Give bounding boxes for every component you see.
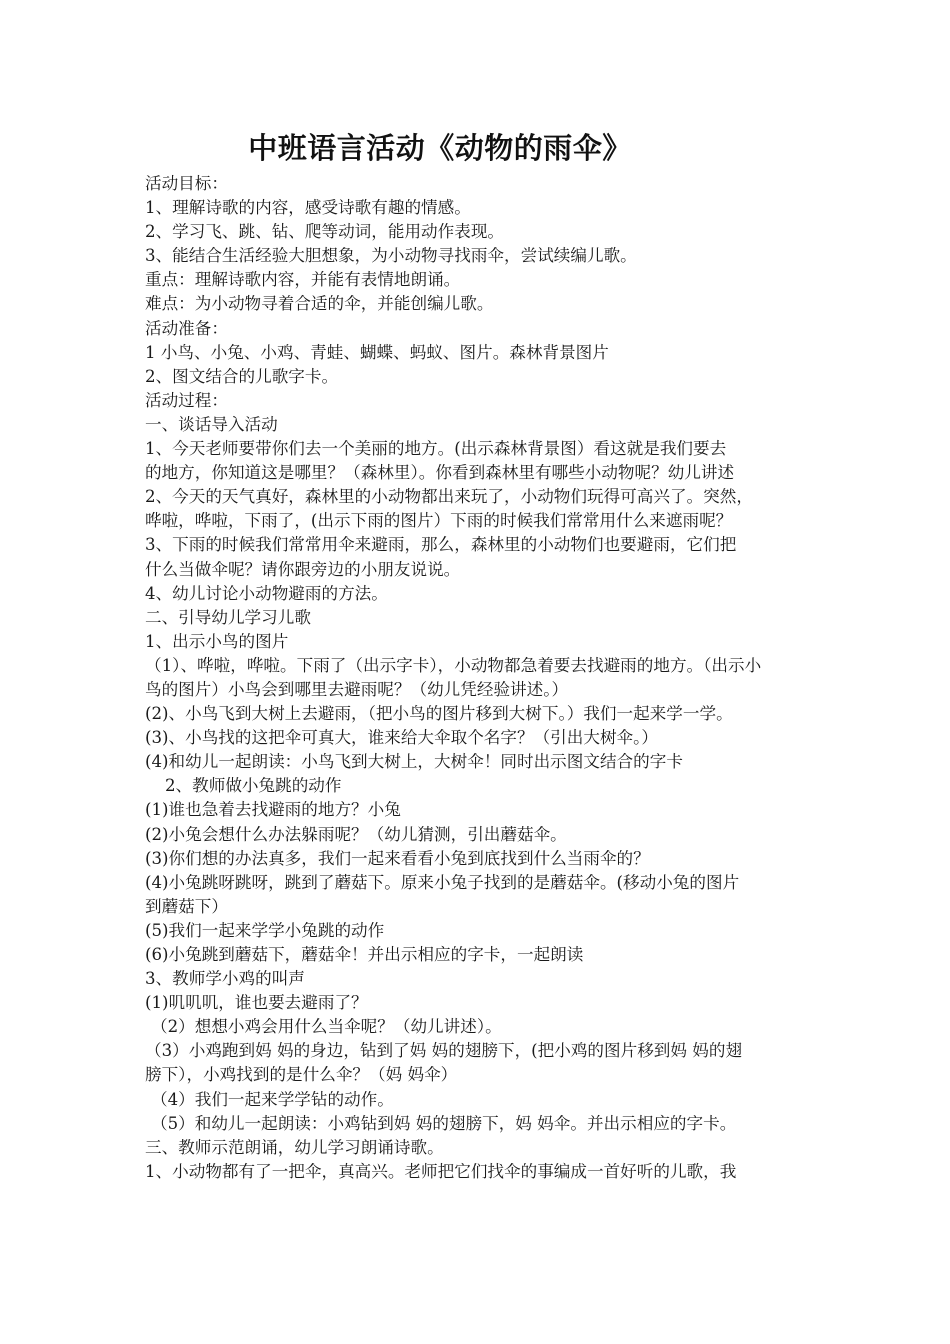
paragraph-line: 什么当做伞呢？请你跟旁边的小朋友说说。 bbox=[145, 559, 461, 579]
paragraph-line: （1）、哗啦，哗啦。下雨了（出示字卡），小动物都急着要去找避雨的地方。（出示小 bbox=[145, 655, 762, 675]
paragraph-line: (4)和幼儿一起朗读：小鸟飞到大树上，大树伞！同时出示图文结合的字卡 bbox=[145, 752, 683, 772]
paragraph-line: 的地方，你知道这是哪里？（森林里）。你看到森林里有哪些小动物呢？幼儿讲述 bbox=[145, 463, 735, 483]
paragraph-line: 活动目标： bbox=[145, 174, 228, 193]
paragraph-line: （5）和幼儿一起朗读：小鸡钻到妈 妈的翅膀下，妈 妈伞。并出示相应的字卡。 bbox=[151, 1113, 737, 1133]
paragraph-line: 1 小鸟、小兔、小鸡、青蛙、蝴蝶、蚂蚁、图片。森林背景图片 bbox=[145, 342, 609, 362]
paragraph-line: 1、出示小鸟的图片 bbox=[145, 631, 289, 651]
paragraph-line: 3、教师学小鸡的叫声 bbox=[145, 969, 305, 989]
paragraph-line: (3)你们想的办法真多，我们一起来看看小兔到底找到什么当雨伞的？ bbox=[145, 848, 650, 868]
paragraph-line: (2)、小鸟飞到大树上去避雨，（把小鸟的图片移到大树下。）我们一起来学一学。 bbox=[145, 704, 733, 724]
paragraph-line: 4、幼儿讨论小动物避雨的方法。 bbox=[145, 583, 388, 603]
document-body bbox=[145, 172, 809, 1184]
paragraph-line: 2、教师做小兔跳的动作 bbox=[165, 776, 342, 796]
paragraph-line: (4)小兔跳呀跳呀，跳到了蘑菇下。原来小兔子找到的是蘑菇伞。(移动小兔的图片 bbox=[145, 872, 740, 892]
paragraph-line: 重点：理解诗歌内容，并能有表情地朗诵。 bbox=[145, 270, 461, 290]
paragraph-line: 膀下），小鸡找到的是什么伞？（妈 妈伞） bbox=[145, 1065, 458, 1085]
paragraph-line: 到蘑菇下） bbox=[145, 896, 228, 916]
paragraph-line: 1、理解诗歌的内容，感受诗歌有趣的情感。 bbox=[145, 198, 471, 218]
paragraph-line: 鸟的图片）小鸟会到哪里去避雨呢？（幼儿凭经验讲述。） bbox=[145, 679, 569, 699]
paragraph-line: 2、学习飞、跳、钻、爬等动词，能用动作表现。 bbox=[145, 222, 505, 242]
paragraph-line: 3、能结合生活经验大胆想象，为小动物寻找雨伞，尝试续编儿歌。 bbox=[145, 246, 637, 266]
paragraph-line: 1、小动物都有了一把伞，真高兴。老师把它们找伞的事编成一首好听的儿歌，我 bbox=[145, 1161, 737, 1181]
paragraph-line: 三、教师示范朗诵，幼儿学习朗诵诗歌。 bbox=[145, 1137, 444, 1157]
paragraph-line: (1)叽叽叽，谁也要去避雨了？ bbox=[145, 993, 368, 1013]
document-title: 中班语言活动《动物的雨伞》 bbox=[248, 131, 632, 165]
paragraph-line: 二、引导幼儿学习儿歌 bbox=[145, 607, 311, 627]
paragraph-line: 2、今天的天气真好，森林里的小动物都出来玩了，小动物们玩得可高兴了。突然， bbox=[145, 487, 753, 507]
paragraph-line: (3)、小鸟找的这把伞可真大，谁来给大伞取个名字？（引出大树伞。） bbox=[145, 728, 659, 748]
paragraph-line: （4）我们一起来学学钻的动作。 bbox=[151, 1089, 394, 1109]
paragraph-line: 一、谈话导入活动 bbox=[145, 414, 278, 434]
paragraph-line: 难点：为小动物寻着合适的伞，并能创编儿歌。 bbox=[145, 294, 494, 314]
paragraph-line: (5)我们一起来学学小兔跳的动作 bbox=[145, 920, 385, 940]
paragraph-line: 2、图文结合的儿歌字卡。 bbox=[145, 366, 339, 386]
paragraph-line: 哗啦，哗啦，下雨了，(出示下雨的图片）下雨的时候我们常常用什么来遮雨呢？ bbox=[145, 511, 733, 531]
paragraph-line: 活动过程： bbox=[145, 390, 228, 410]
paragraph-line: (1)谁也急着去找避雨的地方？小兔 bbox=[145, 800, 401, 820]
paragraph-line: 活动准备： bbox=[145, 318, 228, 338]
paragraph-line: 1、今天老师要带你们去一个美丽的地方。(出示森林背景图）看这就是我们要去 bbox=[145, 439, 727, 459]
paragraph-line: （3）小鸡跑到妈 妈的身边，钻到了妈 妈的翅膀下，(把小鸡的图片移到妈 妈的翅 bbox=[145, 1041, 743, 1061]
paragraph-line: (6)小兔跳到蘑菇下，蘑菇伞！并出示相应的字卡，一起朗读 bbox=[145, 945, 584, 964]
paragraph-line: 3、下雨的时候我们常常用伞来避雨，那么，森林里的小动物们也要避雨，它们把 bbox=[145, 535, 737, 555]
paragraph-line: (2)小兔会想什么办法躲雨呢？（幼儿猜测，引出蘑菇伞。 bbox=[145, 824, 567, 844]
paragraph-line: （2）想想小鸡会用什么当伞呢？（幼儿讲述）。 bbox=[151, 1017, 502, 1037]
